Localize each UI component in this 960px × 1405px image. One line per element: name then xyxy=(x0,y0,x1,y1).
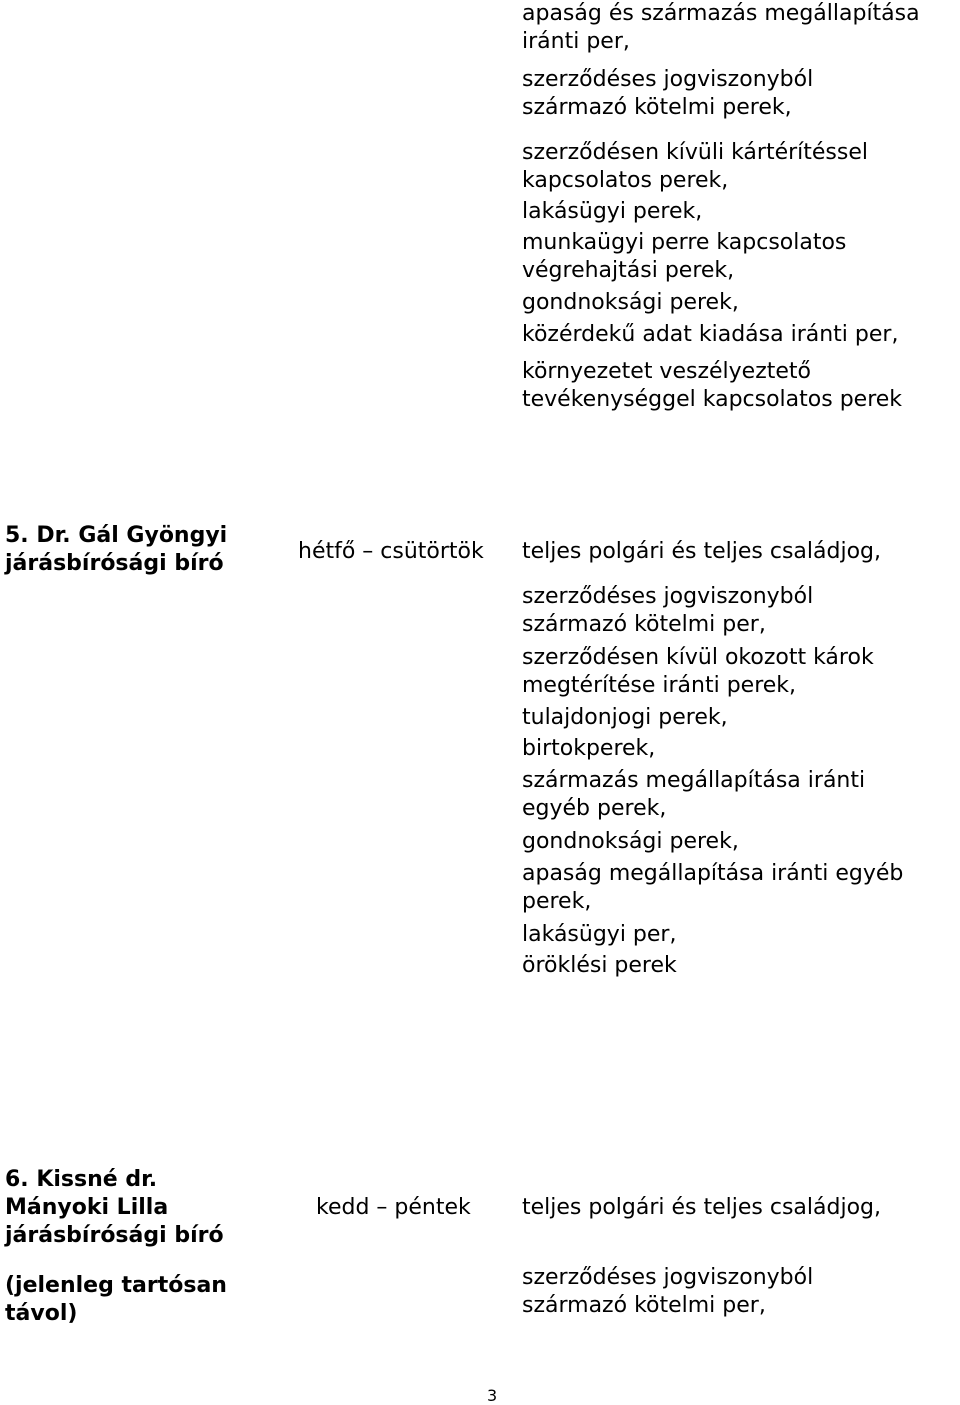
case-line: szerződéses jogviszonyból xyxy=(522,67,814,92)
judge-days: kedd – péntek xyxy=(316,1195,471,1220)
case-line: teljes polgári és teljes családjog, xyxy=(522,1195,882,1220)
case-line: egyéb perek, xyxy=(522,796,667,821)
case-line: közérdekű adat kiadása iránti per, xyxy=(522,322,899,347)
case-line: öröklési perek xyxy=(522,953,677,978)
case-line: származó kötelmi perek, xyxy=(522,95,792,120)
case-line: származó kötelmi per, xyxy=(522,1293,766,1318)
judge-days: hétfő – csütörtök xyxy=(298,539,484,564)
case-line: perek, xyxy=(522,889,592,914)
case-line: szerződéses jogviszonyból xyxy=(522,1265,814,1290)
case-line: származás megállapítása iránti xyxy=(522,768,866,793)
judge-note: távol) xyxy=(5,1301,78,1326)
case-line: teljes polgári és teljes családjog, xyxy=(522,539,882,564)
case-line: végrehajtási perek, xyxy=(522,258,735,283)
case-line: iránti per, xyxy=(522,29,630,54)
case-line: szerződésen kívüli kártérítéssel xyxy=(522,140,868,165)
judge-title: járásbírósági bíró xyxy=(5,1223,224,1248)
case-line: környezetet veszélyeztető xyxy=(522,359,811,384)
case-line: birtokperek, xyxy=(522,736,656,761)
case-line: apaság megállapítása iránti egyéb xyxy=(522,861,904,886)
case-line: származó kötelmi per, xyxy=(522,612,766,637)
judge-title: járásbírósági bíró xyxy=(5,551,224,576)
case-line: gondnoksági perek, xyxy=(522,829,739,854)
judge-name: 5. Dr. Gál Gyöngyi xyxy=(5,523,228,548)
judge-name: 6. Kissné dr. xyxy=(5,1167,158,1192)
case-line: szerződéses jogviszonyból xyxy=(522,584,814,609)
case-line: gondnoksági perek, xyxy=(522,290,739,315)
case-line: apaság és származás megállapítása xyxy=(522,1,920,26)
case-line: kapcsolatos perek, xyxy=(522,168,729,193)
judge-note: (jelenleg tartósan xyxy=(5,1273,227,1298)
case-line: lakásügyi per, xyxy=(522,922,677,947)
case-line: lakásügyi perek, xyxy=(522,199,703,224)
case-line: szerződésen kívül okozott károk xyxy=(522,645,874,670)
case-line: tulajdonjogi perek, xyxy=(522,705,728,730)
case-line: megtérítése iránti perek, xyxy=(522,673,797,698)
page-number: 3 xyxy=(487,1386,498,1405)
case-line: munkaügyi perre kapcsolatos xyxy=(522,230,847,255)
judge-name: Mányoki Lilla xyxy=(5,1195,169,1220)
case-line: tevékenységgel kapcsolatos perek xyxy=(522,387,903,412)
